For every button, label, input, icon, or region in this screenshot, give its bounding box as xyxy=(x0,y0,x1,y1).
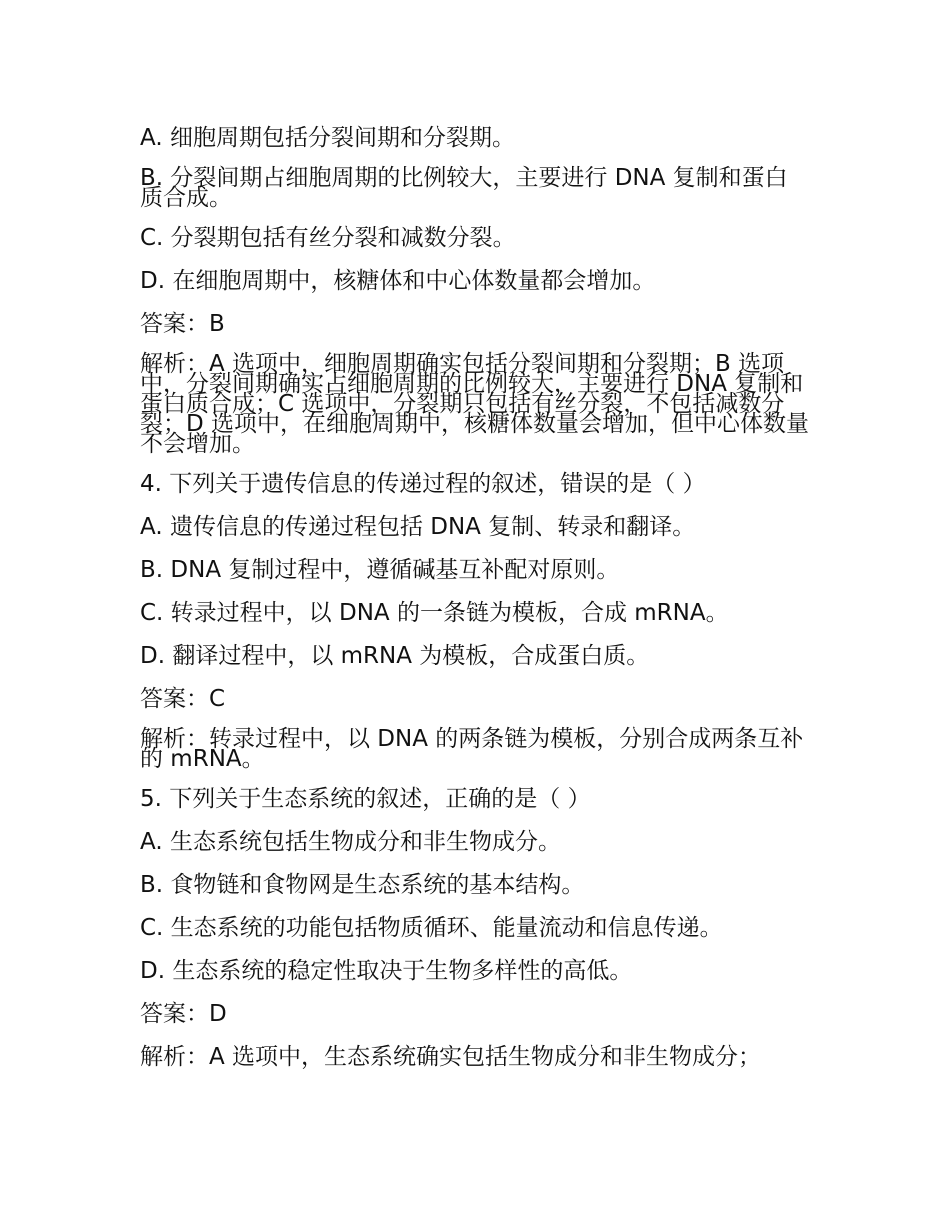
explanation: 解析：A 选项中，生态系统确实包括生物成分和非生物成分； xyxy=(140,1044,762,1070)
option-c: C. 生态系统的功能包括物质循环、能量流动和信息传递。 xyxy=(140,915,723,941)
question-4: 4. 下列关于遗传信息的传递过程的叙述，错误的是（ ） xyxy=(140,471,706,497)
option-b: B. 食物链和食物网是生态系统的基本结构。 xyxy=(140,872,585,898)
answer: 答案：B xyxy=(140,311,225,337)
document-page xyxy=(140,125,810,1087)
explanation: 解析：转录过程中，以 DNA 的两条链为模板，分别合成两条互补的 mRNA。 xyxy=(140,726,804,772)
option-d: D. 在细胞周期中，核糖体和中心体数量都会增加。 xyxy=(140,268,656,294)
option-d: D. 生态系统的稳定性取决于生物多样性的高低。 xyxy=(140,958,633,984)
option-c: C. 分裂期包括有丝分裂和减数分裂。 xyxy=(140,225,516,251)
question-5: 5. 下列关于生态系统的叙述，正确的是（ ） xyxy=(140,786,591,812)
option-c: C. 转录过程中，以 DNA 的一条链为模板，合成 mRNA。 xyxy=(140,600,729,626)
answer: 答案：C xyxy=(140,686,226,712)
option-a: A. 细胞周期包括分裂间期和分裂期。 xyxy=(140,125,515,151)
option-a: A. 遗传信息的传递过程包括 DNA 复制、转录和翻译。 xyxy=(140,514,696,540)
option-b: B. DNA 复制过程中，遵循碱基互补配对原则。 xyxy=(140,557,620,583)
option-a: A. 生态系统包括生物成分和非生物成分。 xyxy=(140,829,561,855)
option-b: B. 分裂间期占细胞周期的比例较大，主要进行 DNA 复制和蛋白质合成。 xyxy=(140,165,788,211)
explanation: 解析：A 选项中，细胞周期确实包括分裂间期和分裂期；B 选项中，分裂间期确实占细胞周期的比例较大，主要进行 DNA 复制和蛋白质合成；C 选项中，分裂期只包括有丝分裂，不包括减数分裂；D 选项中，在细胞周期中，核糖体数量会增加，但中心体数量不会增加。 xyxy=(140,351,810,457)
answer: 答案：D xyxy=(140,1001,227,1027)
option-d: D. 翻译过程中，以 mRNA 为模板，合成蛋白质。 xyxy=(140,643,650,669)
